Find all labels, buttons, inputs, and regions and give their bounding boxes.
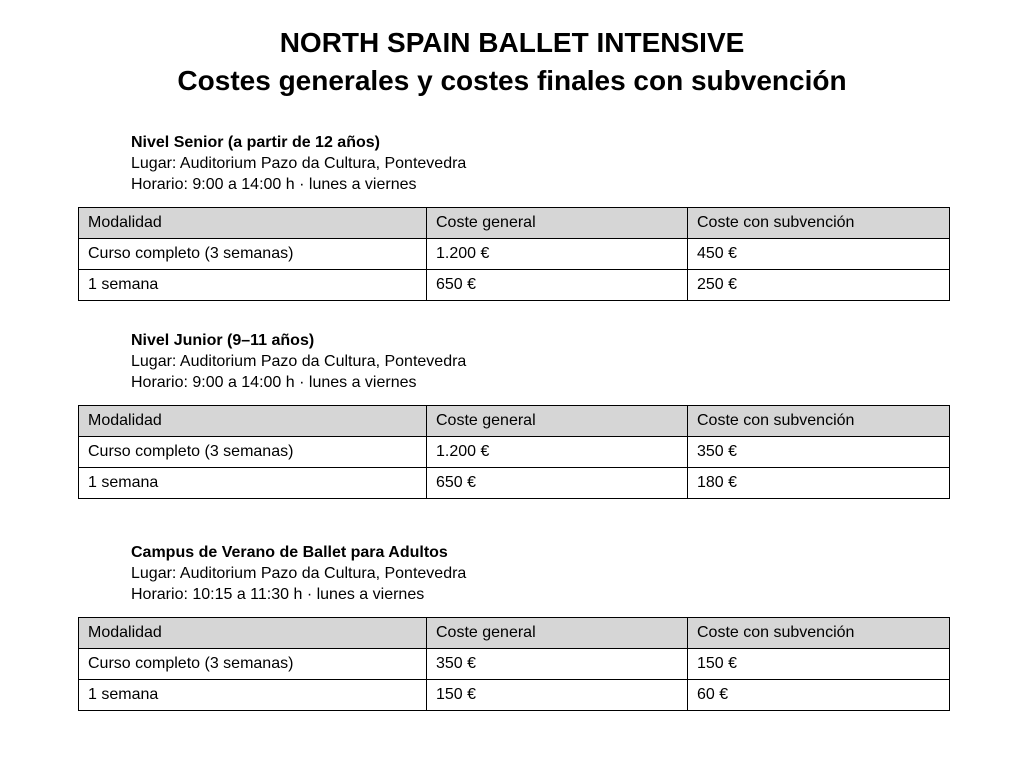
cell-modalidad: 1 semana xyxy=(79,680,427,711)
senior-cost-table xyxy=(78,207,950,301)
table-header-row xyxy=(79,208,950,239)
table-row xyxy=(79,239,950,270)
adults-cost-table xyxy=(78,617,950,711)
section-schedule: Horario: 9:00 a 14:00 h · lunes a viernes xyxy=(131,176,417,193)
header-coste-general: Coste general xyxy=(427,406,688,437)
section-schedule: Horario: 10:15 a 11:30 h · lunes a viernes xyxy=(131,586,425,603)
section-senior-info xyxy=(131,132,731,195)
header-coste-subvencion: Coste con subvención xyxy=(688,208,950,239)
table-row xyxy=(79,437,950,468)
section-junior-info xyxy=(131,330,731,393)
header-coste-subvencion: Coste con subvención xyxy=(688,406,950,437)
cell-coste-subvencion: 180 € xyxy=(688,468,950,499)
junior-cost-table xyxy=(78,405,950,499)
document-subtitle: Costes generales y costes finales con subvención xyxy=(177,65,847,96)
cell-coste-subvencion: 350 € xyxy=(688,437,950,468)
cell-coste-general: 1.200 € xyxy=(427,239,688,270)
table-row xyxy=(79,680,950,711)
section-name: Nivel Junior (9–11 años) xyxy=(131,332,315,349)
cell-modalidad: Curso completo (3 semanas) xyxy=(79,437,427,468)
cell-coste-general: 350 € xyxy=(427,649,688,680)
table-row xyxy=(79,270,950,301)
section-location: Lugar: Auditorium Pazo da Cultura, Pontevedra xyxy=(131,565,467,582)
cell-coste-general: 650 € xyxy=(427,270,688,301)
table-row xyxy=(79,649,950,680)
header-modalidad: Modalidad xyxy=(79,618,427,649)
cell-modalidad: Curso completo (3 semanas) xyxy=(79,239,427,270)
cell-modalidad: 1 semana xyxy=(79,468,427,499)
header-coste-general: Coste general xyxy=(427,208,688,239)
section-name: Campus de Verano de Ballet para Adultos xyxy=(131,544,448,561)
cell-coste-general: 650 € xyxy=(427,468,688,499)
header-modalidad: Modalidad xyxy=(79,406,427,437)
header-coste-subvencion: Coste con subvención xyxy=(688,618,950,649)
cell-coste-subvencion: 250 € xyxy=(688,270,950,301)
header-modalidad: Modalidad xyxy=(79,208,427,239)
section-name: Nivel Senior (a partir de 12 años) xyxy=(131,134,380,151)
table-header-row xyxy=(79,406,950,437)
cell-coste-general: 150 € xyxy=(427,680,688,711)
cell-modalidad: 1 semana xyxy=(79,270,427,301)
cell-coste-subvencion: 450 € xyxy=(688,239,950,270)
table-row xyxy=(79,468,950,499)
cell-modalidad: Curso completo (3 semanas) xyxy=(79,649,427,680)
section-location: Lugar: Auditorium Pazo da Cultura, Pontevedra xyxy=(131,155,467,172)
cell-coste-subvencion: 150 € xyxy=(688,649,950,680)
cell-coste-general: 1.200 € xyxy=(427,437,688,468)
header-coste-general: Coste general xyxy=(427,618,688,649)
cell-coste-subvencion: 60 € xyxy=(688,680,950,711)
section-adults-info xyxy=(131,542,731,605)
section-location: Lugar: Auditorium Pazo da Cultura, Pontevedra xyxy=(131,353,467,370)
section-schedule: Horario: 9:00 a 14:00 h · lunes a viernes xyxy=(131,374,417,391)
table-header-row xyxy=(79,618,950,649)
document-title: NORTH SPAIN BALLET INTENSIVE xyxy=(279,27,745,58)
